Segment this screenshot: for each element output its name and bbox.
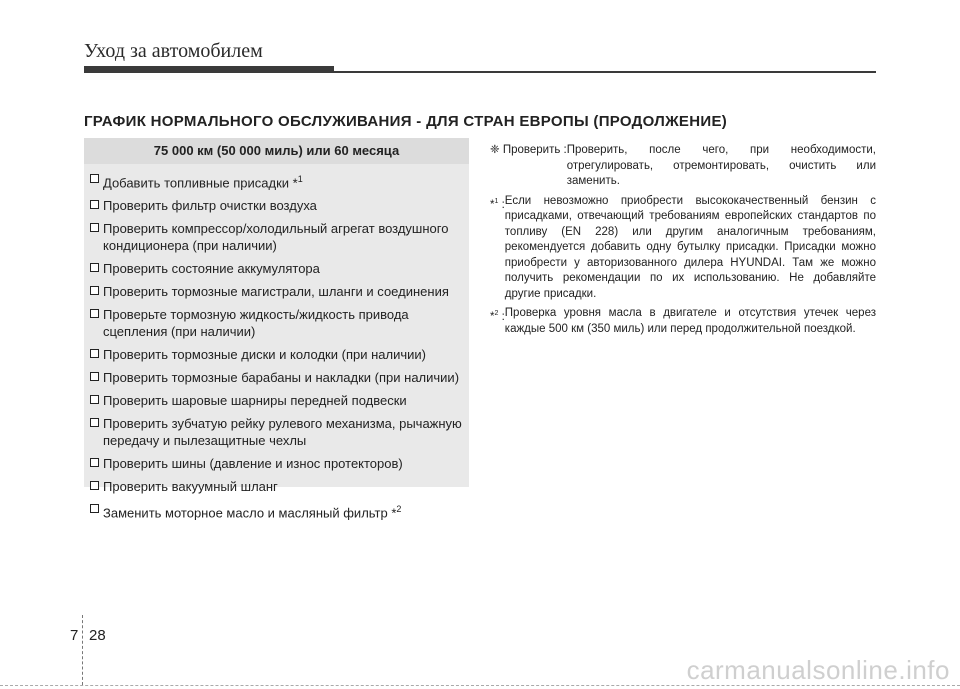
checklist-item-text: Проверить тормозные барабаны и накладки (при наличии) — [103, 370, 460, 386]
checklist-item-text: Заменить моторное масло и масляный фильтр * — [103, 505, 397, 521]
checkbox-icon — [90, 349, 99, 358]
page-number: 28 — [89, 627, 106, 644]
checklist-item — [84, 343, 469, 366]
footnote-marker-sup: 1 — [494, 197, 499, 205]
checkbox-icon — [90, 504, 99, 513]
checklist-item — [84, 498, 469, 524]
checklist-item — [84, 452, 469, 475]
checkbox-icon — [90, 395, 99, 404]
checkbox-icon — [90, 372, 99, 381]
checkbox-icon — [90, 223, 99, 232]
checkbox-icon — [90, 309, 99, 318]
checklist-item-text: Проверить тормозные диски и колодки (при наличии) — [103, 347, 426, 363]
footnotes — [490, 143, 876, 341]
footnote-marker-sep: : — [498, 310, 505, 323]
checklist-item-text: Проверить фильтр очистки воздуха — [103, 198, 317, 214]
footnote-marker-text: * — [490, 198, 495, 211]
footnote-marker-sup: 2 — [494, 310, 499, 317]
footnote-marker-text: ❈ Проверить : — [490, 144, 567, 156]
watermark-text: carmanualsonline.info — [686, 655, 950, 685]
checklist-item — [84, 475, 469, 498]
checklist-item — [84, 217, 469, 257]
footnote-text: Если невозможно приобрести высококачественный бензин с присадками, отвечающий требованиям европейских стандартов по топливу (EN 228) или другим аналогичным требованиям, рекомендуется добавить одну бутылку присадки. Присадки можно приобрести у авторизованного дилера HYUNDAI. Там же можно получить рекомендации по их использованию. Не добавляйте другие присадки. — [504, 194, 876, 300]
footnote — [490, 143, 876, 190]
page-number-divider — [82, 615, 84, 685]
checklist-item — [84, 194, 469, 217]
footnote-ref: 1 — [297, 174, 303, 184]
footnote-text: Проверка уровня масла в двигателе и отсутствия утечек через каждые 500 км (350 миль) или перед продолжительной поездкой. — [504, 307, 876, 335]
footnote-marker — [490, 306, 505, 337]
footnote-text: Проверить, после чего, при необходимости, отрегулировать, отремонтировать, очистить или заменить. — [566, 144, 876, 187]
checkbox-icon — [90, 263, 99, 272]
footnote-marker-text: * — [490, 310, 495, 323]
footnote-ref: 2 — [396, 504, 402, 515]
chapter-number: 7 — [70, 627, 79, 644]
checklist-item-text: Проверить тормозные магистрали, шланги и соединения — [103, 284, 449, 300]
checkbox-icon — [90, 200, 99, 209]
footnote-marker — [490, 194, 505, 303]
checklist-item — [84, 303, 469, 343]
checklist-item-text: Проверьте тормозную жидкость/жидкость привода сцепления (при наличии) — [103, 307, 409, 340]
checklist-item-text: Проверить компрессор/холодильный агрегат воздушного кондиционера (при наличии) — [103, 221, 449, 254]
header-rule-thin — [334, 71, 876, 73]
table-heading: 75 000 км (50 000 миль) или 60 месяца — [84, 138, 469, 164]
checklist-item-text: Проверить шаровые шарниры передней подвески — [103, 393, 407, 409]
checklist-item-text: Проверить шины (давление и износ протекторов) — [103, 456, 403, 472]
checklist-item — [84, 257, 469, 280]
checklist-item — [84, 366, 469, 389]
page-header-title: Уход за автомобилем — [84, 40, 263, 62]
checkbox-icon — [90, 174, 99, 183]
checklist-item — [84, 168, 469, 194]
checklist-item-text: Добавить топливные присадки * — [103, 175, 298, 191]
footnote — [490, 306, 876, 337]
checklist — [84, 164, 469, 525]
checkbox-icon — [90, 481, 99, 490]
checklist-item-text: Проверить состояние аккумулятора — [103, 261, 320, 277]
footnote — [490, 194, 876, 303]
section-title: ГРАФИК НОРМАЛЬНОГО ОБСЛУЖИВАНИЯ - ДЛЯ СТРАН ЕВРОПЫ (ПРОДОЛЖЕНИЕ) — [84, 113, 728, 130]
checklist-item — [84, 412, 469, 452]
checkbox-icon — [90, 286, 99, 295]
checklist-item-text: Проверить зубчатую рейку рулевого механизма, рычажную передачу и пылезащитные чехлы — [103, 416, 462, 449]
footnote-marker-sep: : — [498, 198, 505, 211]
checklist-item — [84, 389, 469, 412]
footnote-marker — [490, 143, 567, 190]
checklist-item — [84, 280, 469, 303]
maintenance-table — [84, 138, 469, 521]
checkbox-icon — [90, 458, 99, 467]
checkbox-icon — [90, 418, 99, 427]
header-rule-thick — [84, 66, 334, 73]
checklist-item-text: Проверить вакуумный шланг — [103, 479, 278, 495]
